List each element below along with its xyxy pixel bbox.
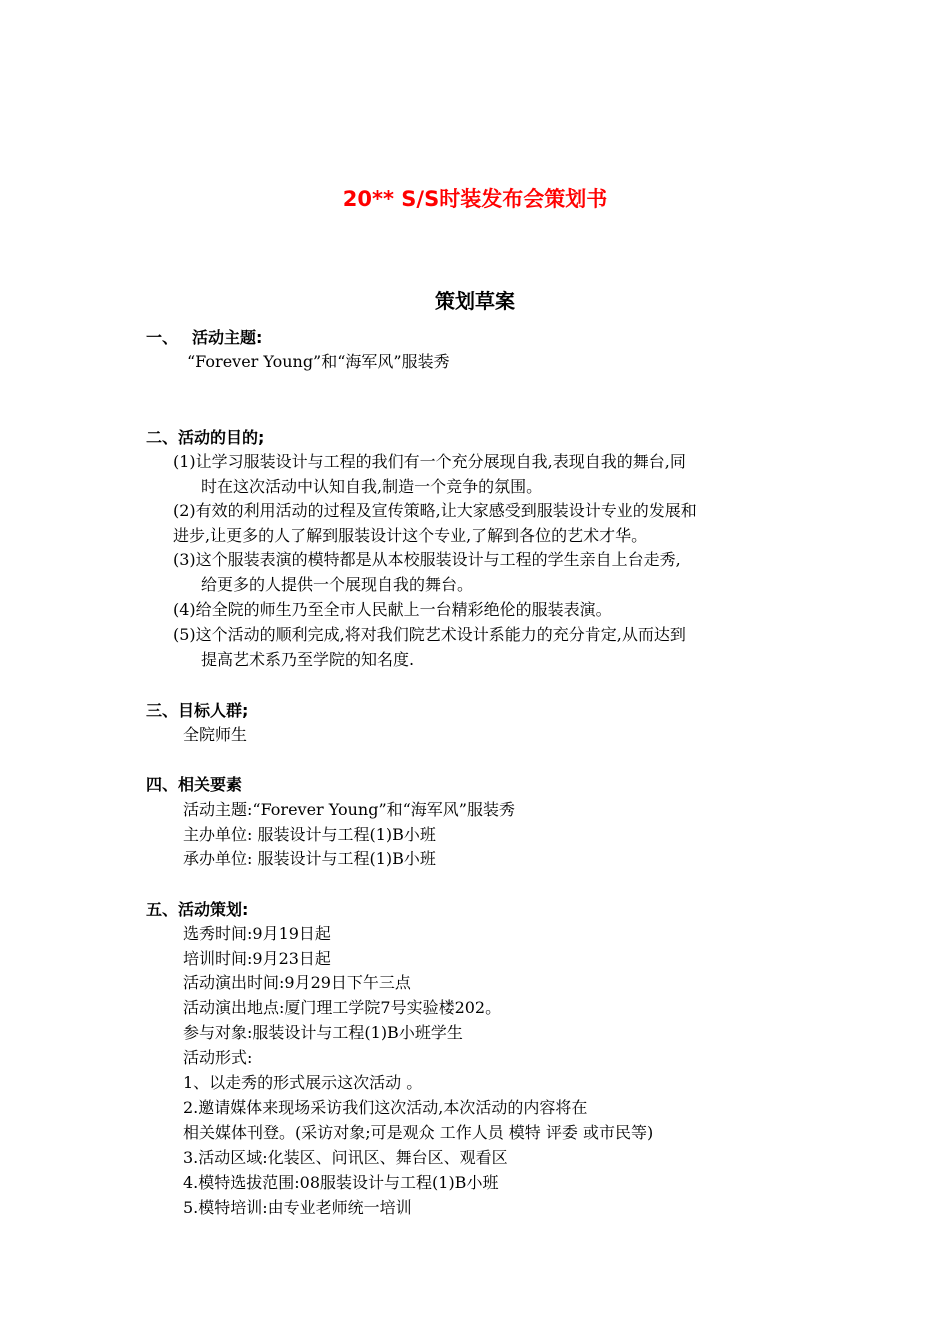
section2-line: (5)这个活动的顺利完成,将对我们院艺术设计系能力的充分肯定,从而达到 [173,625,686,644]
section2-line: (2)有效的利用活动的过程及宣传策略,让大家感受到服装设计专业的发展和 [173,501,697,520]
section1-heading [146,326,262,350]
section5-line: 活动形式: [183,1048,253,1067]
section2-line: (4)给全院的师生乃至全市人民献上一台精彩绝伦的服装表演。 [173,600,612,619]
section4-heading: 四、相关要素 [146,775,243,794]
section5-line: 相关媒体刊登。(采访对象;可是观众 工作人员 模特 评委 或市民等) [183,1123,654,1142]
section2-line: (3)这个服装表演的模特都是从本校服装设计与工程的学生亲自上台走秀, [173,550,681,569]
section2-line: 提高艺术系乃至学院的知名度. [201,650,415,669]
section2-line: 给更多的人提供一个展现自我的舞台。 [201,575,474,594]
document-title: 20** S/S时装发布会策划书 [342,187,608,211]
section2-line: 时在这次活动中认知自我,制造一个竞争的氛围。 [201,477,543,496]
section5-line: 参与对象:服装设计与工程(1)B小班学生 [183,1023,463,1042]
section5-line: 活动演出地点:厦门理工学院7号实验楼202。 [183,998,502,1017]
section2-heading: 二、活动的目的; [146,428,265,447]
section3-content: 全院师生 [183,725,248,744]
section5-line: 选秀时间:9月19日起 [183,924,331,943]
section5-line: 5.模特培训:由专业老师统一培训 [183,1198,412,1217]
section5-line: 2.邀请媒体来现场采访我们这次活动,本次活动的内容将在 [183,1098,588,1117]
section5-line: 1、以走秀的形式展示这次活动 。 [183,1073,423,1092]
document-subtitle: 策划草案 [435,289,515,313]
section4-line: 活动主题:“Forever Young”和“海军风”服装秀 [183,800,515,819]
section1-number: 一、 [146,328,179,347]
section4-line: 主办单位: 服装设计与工程(1)B小班 [183,825,436,844]
section5-line: 3.活动区域:化装区、问讯区、舞台区、观看区 [183,1148,508,1167]
section2-line: 进步,让更多的人了解到服装设计这个专业,了解到各位的艺术才华。 [173,526,648,545]
section5-heading: 五、活动策划: [146,900,249,919]
section5-line: 活动演出时间:9月29日下午三点 [183,973,411,992]
section2-line: (1)让学习服装设计与工程的我们有一个充分展现自我,表现自我的舞台,同 [173,452,686,471]
section5-line: 4.模特选拔范围:08服装设计与工程(1)B小班 [183,1173,499,1192]
section4-line: 承办单位: 服装设计与工程(1)B小班 [183,849,436,868]
section1-title: 活动主题: [192,328,263,347]
section1-content: “Forever Young”和“海军风”服装秀 [187,352,450,371]
section5-line: 培训时间:9月23日起 [183,949,331,968]
section3-heading: 三、目标人群; [146,701,249,720]
